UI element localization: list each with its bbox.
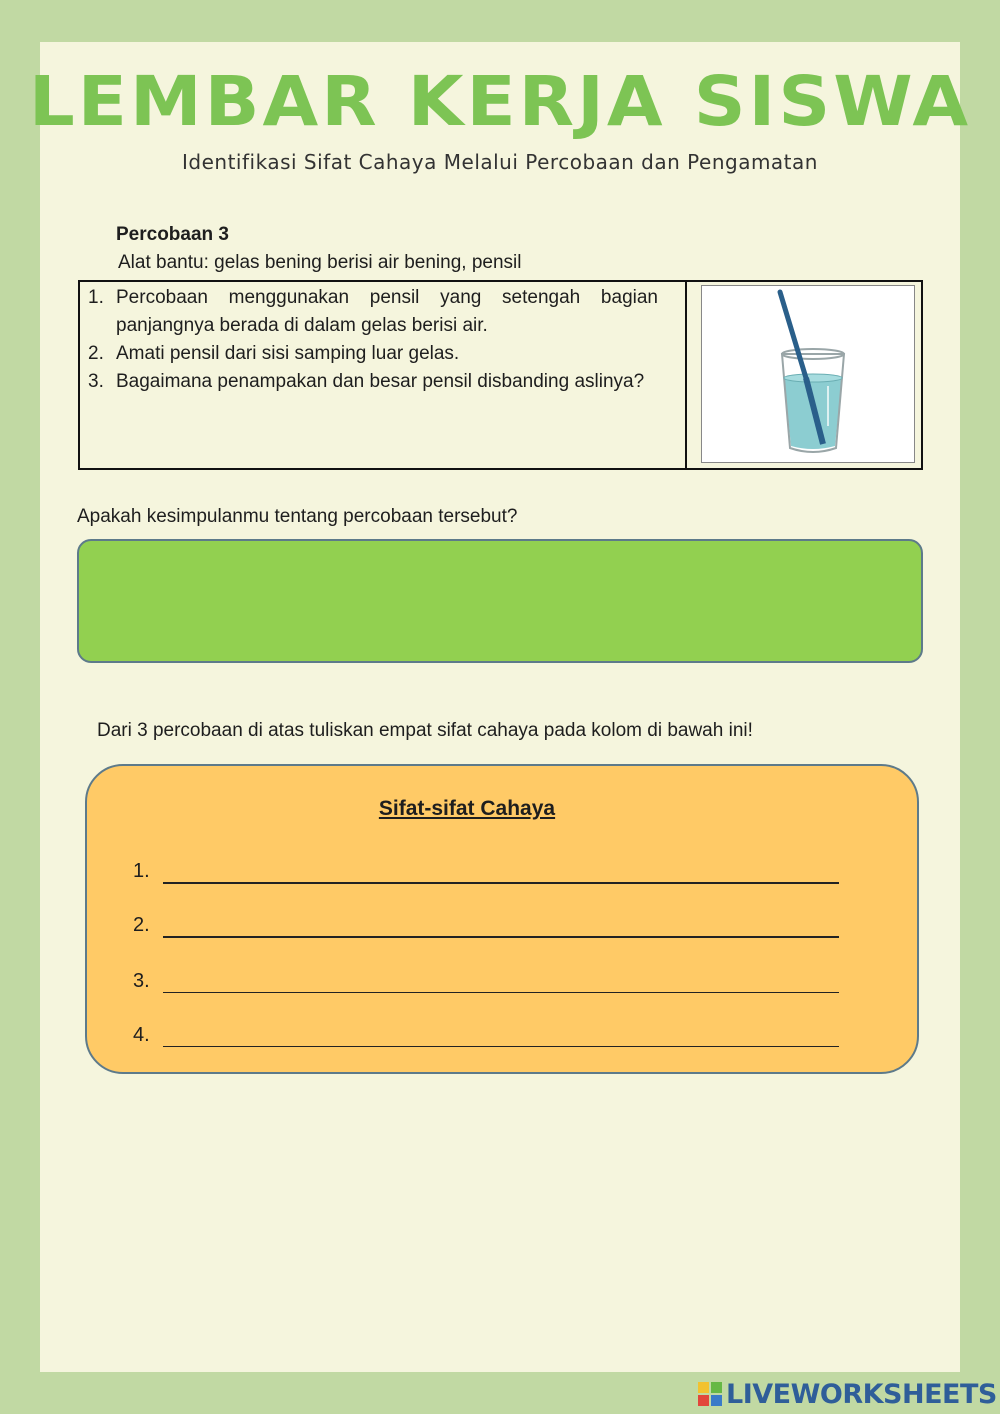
property-answer-field[interactable] — [163, 992, 839, 993]
liveworksheets-logo-icon — [698, 1382, 722, 1406]
experiment-title: Percobaan 3 — [116, 224, 229, 245]
property-number: 4. — [133, 1024, 150, 1046]
property-row — [133, 914, 839, 944]
property-answer-field[interactable] — [163, 1046, 839, 1047]
list-item — [88, 284, 658, 340]
property-number: 2. — [133, 914, 150, 936]
experiment-illustration-box — [686, 280, 923, 470]
step-text: Bagaimana penampakan dan besar pensil disbanding aslinya? — [116, 371, 645, 392]
conclusion-answer-field[interactable] — [77, 539, 923, 663]
list-item — [88, 340, 658, 368]
list-item — [88, 368, 658, 396]
page-title: LEMBAR KERJA SISWA — [28, 61, 972, 141]
conclusion-question: Apakah kesimpulanmu tentang percobaan tersebut? — [77, 506, 518, 527]
page-subtitle: Identifikasi Sifat Cahaya Melalui Percobaan dan Pengamatan — [182, 150, 818, 174]
property-row — [133, 970, 839, 1000]
property-answer-field[interactable] — [163, 936, 839, 938]
property-answer-field[interactable] — [163, 882, 839, 884]
step-number: 1. — [88, 287, 104, 308]
property-row — [133, 860, 839, 890]
step-text: Amati pensil dari sisi samping luar gelas. — [116, 343, 460, 364]
step-number: 3. — [88, 371, 104, 392]
logo-text: LIVEWORKSHEETS — [726, 1378, 997, 1410]
liveworksheets-logo[interactable] — [698, 1378, 997, 1410]
experiment-steps-list — [88, 284, 658, 396]
properties-instruction: Dari 3 percobaan di atas tuliskan empat sifat cahaya pada kolom di bawah ini! — [97, 720, 753, 741]
property-number: 3. — [133, 970, 150, 992]
experiment-tools: Alat bantu: gelas bening berisi air bening, pensil — [118, 252, 522, 273]
experiment-steps-box — [78, 280, 686, 470]
properties-title: Sifat-sifat Cahaya — [378, 797, 556, 820]
property-number: 1. — [133, 860, 150, 882]
step-text: Percobaan menggunakan pensil yang setengah bagian panjangnya berada di dalam gelas berisi air. — [116, 287, 658, 336]
property-row — [133, 1024, 839, 1054]
properties-box — [85, 764, 919, 1074]
step-number: 2. — [88, 343, 104, 364]
glass-with-pencil-icon — [701, 285, 915, 463]
